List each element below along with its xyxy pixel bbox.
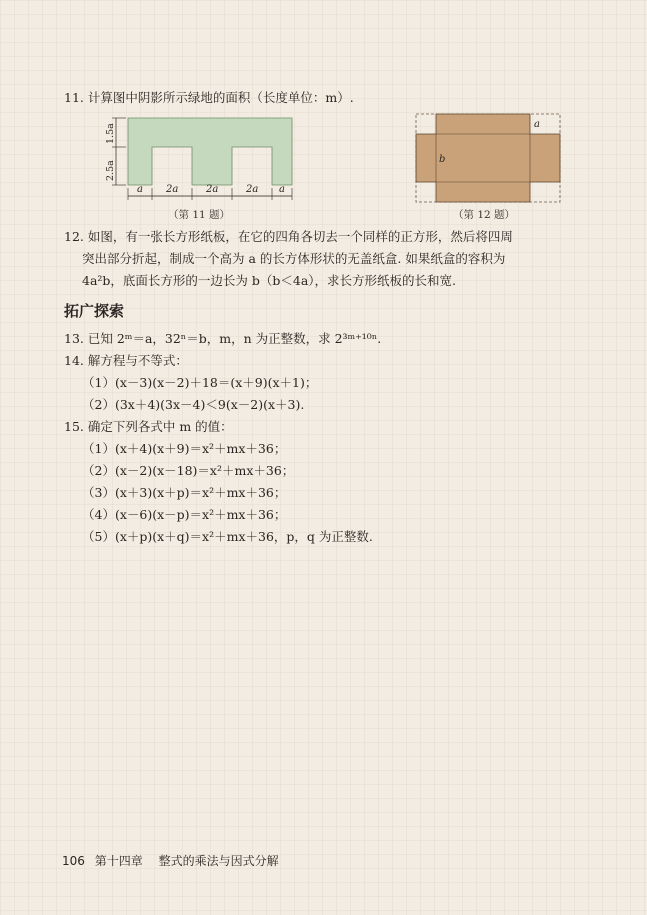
problem-12-line-3: 4a²b，底面长方形的一边长为 b（b＜4a），求长方形纸板的长和宽. — [82, 273, 457, 288]
problem-14-item-2: （2）(3x＋4)(3x－4)＜9(x－2)(x＋3). — [82, 397, 305, 412]
figure-12-label-b: b — [439, 154, 446, 165]
figure-11-green-area — [128, 118, 292, 185]
figure-11-dim-bottom-2: 2a — [166, 184, 179, 195]
figure-12-label-a: a — [534, 119, 540, 130]
figure-11-dim-top: 1.5a — [105, 123, 116, 144]
problem-15-item-3: （3）(x＋3)(x＋p)＝x²＋mx＋36； — [82, 485, 287, 500]
problem-15-item-1: （1）(x＋4)(x＋9)＝x²＋mx＋36； — [82, 441, 287, 456]
figure-12-caption: （第 12 题） — [453, 209, 516, 221]
figure-11-dim-side: 2.5a — [105, 160, 116, 181]
problem-11-text: 11. 计算图中阴影所示绿地的面积（长度单位：m）. — [64, 90, 354, 105]
figure-11-caption: （第 11 题） — [168, 209, 231, 221]
section-title: 拓广探索 — [64, 302, 125, 320]
figure-11-dim-bottom-5: a — [279, 184, 285, 195]
problem-15-item-4: （4）(x－6)(x－p)＝x²＋mx＋36； — [82, 507, 287, 522]
problem-15-item-2: （2）(x－2)(x－18)＝x²＋mx＋36； — [82, 463, 295, 478]
problem-12-line-2: 突出部分折起，制成一个高为 a 的长方体形状的无盖纸盒. 如果纸盒的容积为 — [82, 251, 506, 266]
problem-13-text: 13. 已知 2ᵐ＝a，32ⁿ＝b，m，n 为正整数，求 2³ᵐ⁺¹⁰ⁿ. — [64, 331, 382, 346]
figure-12 — [414, 112, 562, 204]
figure-11-dim-bottom-1: a — [137, 184, 143, 195]
figure-11-dim-bottom-3: 2a — [206, 184, 219, 195]
problem-15-item-5: （5）(x＋p)(x＋q)＝x²＋mx＋36，p，q 为正整数. — [82, 529, 373, 544]
problem-12-line-1: 12. 如图，有一张长方形纸板，在它的四角各切去一个同样的正方形，然后将四周 — [64, 229, 513, 244]
problem-14-item-1: （1）(x－3)(x－2)＋18＝(x＋9)(x＋1)； — [82, 375, 318, 390]
chapter-label: 第十四章 — [94, 854, 143, 868]
chapter-title: 整式的乘法与因式分解 — [158, 854, 279, 868]
problem-15-title: 15. 确定下列各式中 m 的值： — [64, 419, 233, 434]
figure-11 — [104, 112, 304, 208]
page-number: 106 — [62, 854, 85, 868]
problem-14-title: 14. 解方程与不等式： — [64, 353, 188, 368]
page-footer — [62, 852, 279, 869]
figure-11-dim-bottom-4: 2a — [246, 184, 259, 195]
